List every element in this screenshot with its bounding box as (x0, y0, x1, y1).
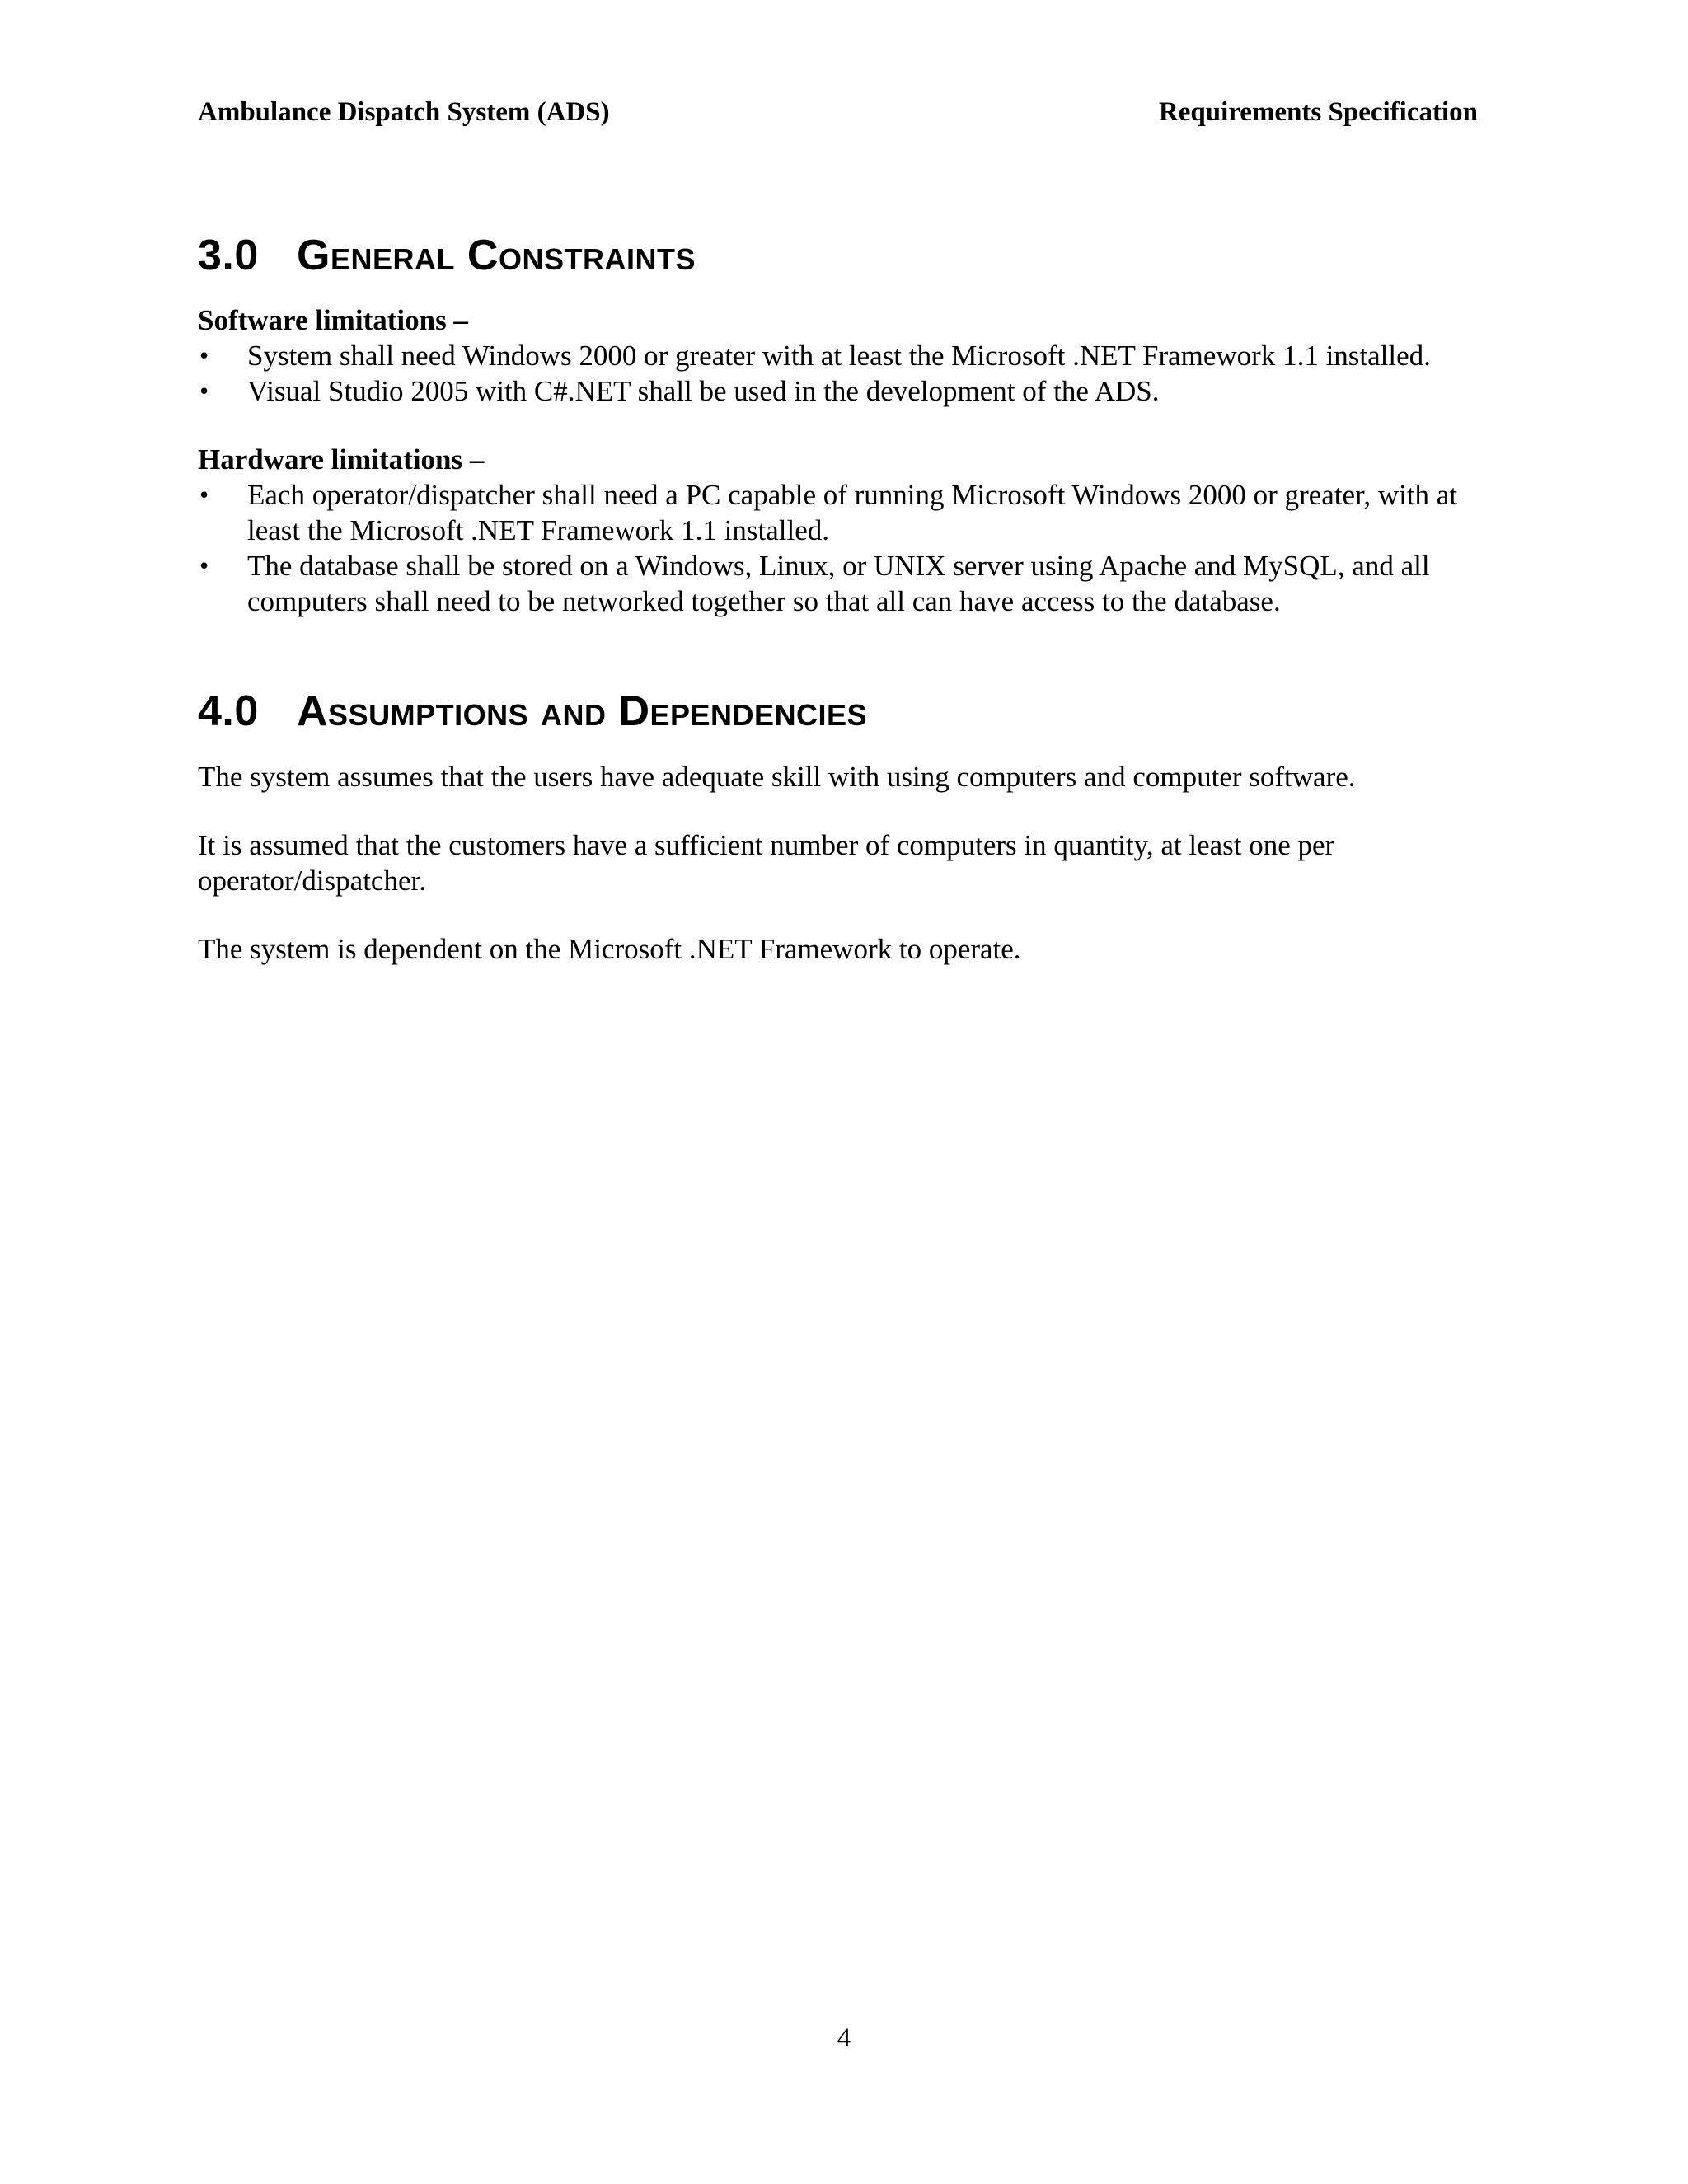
list-item (198, 338, 1484, 373)
bullet-icon: • (199, 551, 209, 580)
bullet-icon: • (199, 480, 209, 509)
list-item-text: The database shall be stored on a Windows, Linux, or UNIX server using Apache and MySQL, and all computers shall need to be networked together so that all can have access to the database. (247, 550, 1430, 617)
list-item (198, 373, 1484, 409)
list-item-text: System shall need Windows 2000 or greater with at least the Microsoft .NET Framework 1.1 installed. (247, 340, 1431, 372)
section-title: Assumptions and Dependencies (297, 687, 868, 735)
section-heading-general-constraints (198, 229, 1484, 282)
list-item (198, 548, 1484, 619)
page-header (198, 97, 1478, 134)
header-document-title: Ambulance Dispatch System (ADS) (198, 97, 610, 127)
software-limitations-heading: Software limitations – (198, 304, 468, 336)
section-heading-assumptions-dependencies (198, 685, 1484, 738)
section-title: General Constraints (297, 232, 696, 279)
page-number: 4 (837, 2023, 851, 2053)
page-content (198, 229, 1484, 967)
hardware-limitations-heading: Hardware limitations – (198, 443, 485, 476)
section-number: 4.0 (198, 687, 259, 735)
hardware-limitations-list (198, 477, 1484, 619)
software-limitations-list (198, 338, 1484, 409)
paragraph-computers-quantity: It is assumed that the customers have a sufficient number of computers in quantity, at least one per operator/dispatcher. (198, 829, 1335, 897)
bullet-icon: • (199, 340, 209, 370)
list-item-text: Visual Studio 2005 with C#.NET shall be used in the development of the ADS. (247, 375, 1160, 407)
bullet-icon: • (199, 376, 209, 405)
paragraph-user-skill: The system assumes that the users have adequate skill with using computers and computer software. (198, 761, 1356, 793)
section-number: 3.0 (198, 232, 259, 279)
header-document-type: Requirements Specification (1158, 97, 1478, 127)
paragraph-dotnet-dependency: The system is dependent on the Microsoft .NET Framework to operate. (198, 933, 1021, 965)
list-item (198, 477, 1484, 548)
list-item-text: Each operator/dispatcher shall need a PC capable of running Microsoft Windows 2000 or greater, with at least the Microsoft .NET Framework 1.1 installed. (247, 479, 1458, 546)
